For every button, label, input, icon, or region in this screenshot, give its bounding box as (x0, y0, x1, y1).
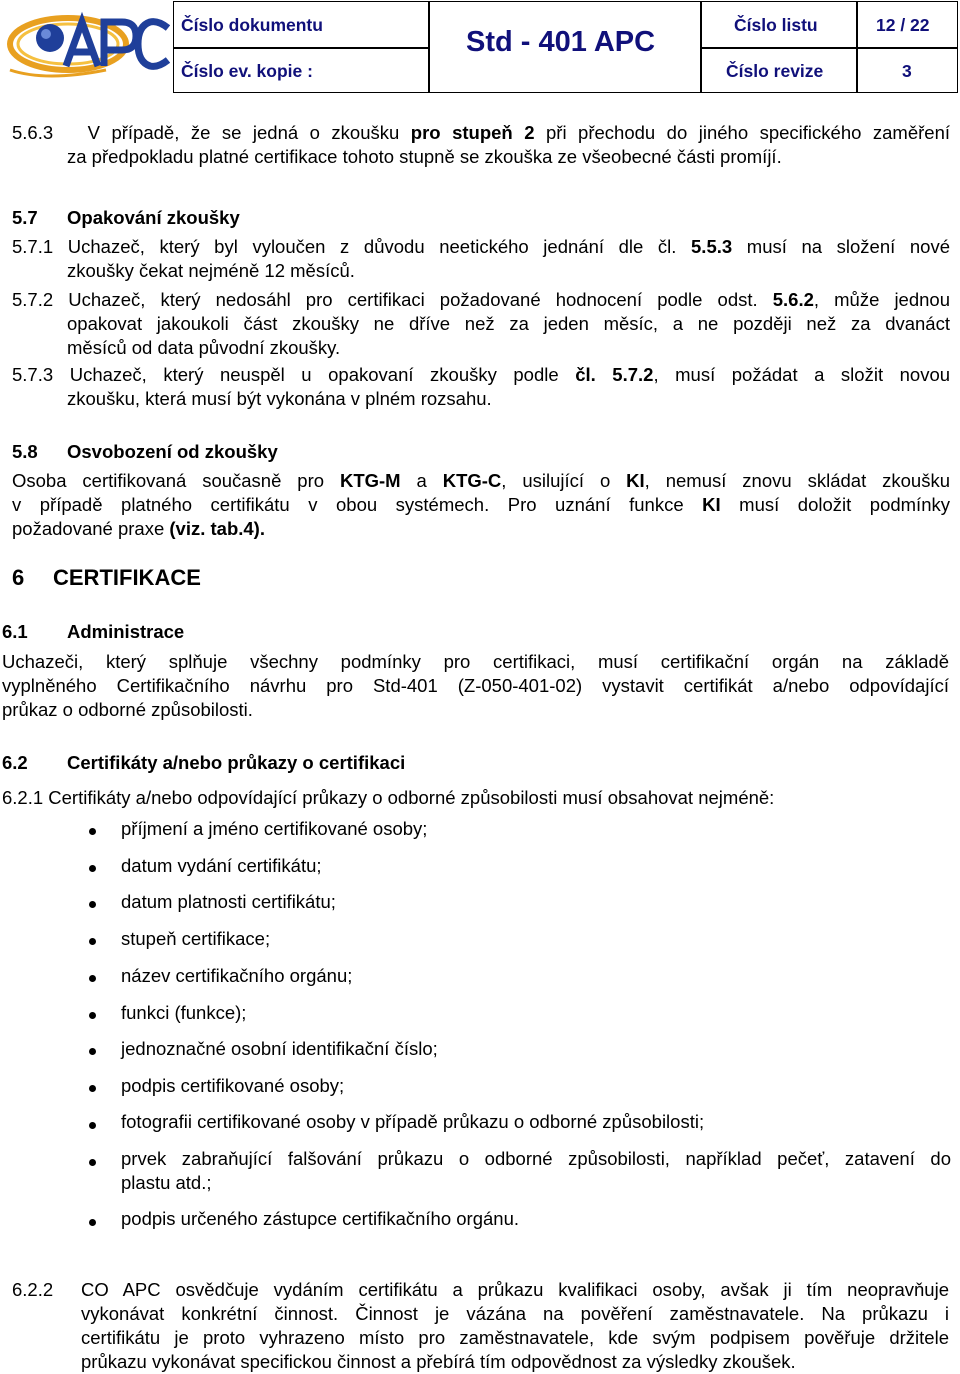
sheet-value: 12 / 22 (876, 15, 930, 35)
list-item: jednoznačné osobní identifikační číslo; (121, 1038, 438, 1059)
paragraph-6-2-1: 6.2.1 Certifikáty a/nebo odpovídající průkazy o odborné způsobilosti musí obsahovat nejméně: (2, 787, 775, 808)
copy-number-label: Číslo ev. kopie : (181, 61, 313, 81)
paragraph-5-7-2: 5.7.2 Uchazeč, který nedosáhl pro certifikaci požadované hodnocení podle odst. 5.6.2, může jednou (12, 289, 951, 310)
list-item: prvek zabraňující falšování průkazu o odborné způsobilosti, například pečeť, zatavení do plastu atd.; (121, 1148, 951, 1193)
paragraph-5-7-1: 5.7.1 Uchazeč, který byl vyloučen z důvodu neetického jednání dle čl. 5.5.3 musí na složení nové (12, 236, 950, 257)
list-item: příjmení a jméno certifikované osoby; (121, 818, 428, 839)
doc-title: Std - 401 APC (466, 26, 656, 58)
bullet-icon (89, 901, 96, 908)
list-item: stupeň certifikace; (121, 928, 271, 949)
paragraph-6-1: Uchazeči, který splňuje všechny podmínky pro certifikaci, musí certifikační orgán na základě vyplněného Certifikačního návrhu pro Std-401 (Z-050-401-02) vystavit certifikát a/nebo odpovídající průkaz o odborné způsobilosti. (2, 651, 949, 720)
paragraph-5-7-3: 5.7.3 Uchazeč, který neuspěl u opakovaní zkoušky podle čl. 5.7.2, musí požádat a složit novou (12, 364, 951, 385)
bullet-icon (89, 938, 96, 945)
list-item: fotografii certifikované osoby v případě průkazu o odborné způsobilosti; (121, 1111, 705, 1132)
bullet-icon (89, 1012, 96, 1019)
apc-logo (6, 8, 170, 80)
section-number: 5.6.3 (12, 122, 54, 143)
bullet-icon (89, 1219, 96, 1226)
bullet-icon (89, 865, 96, 872)
paragraph-5-6-3: 5.6.3 V případě, že se jedná o zkoušku pro stupeň 2 při přechodu do jiného specifického zaměření (12, 122, 951, 143)
bullet-icon (89, 1122, 96, 1129)
doc-number-label: Číslo dokumentu (181, 15, 323, 35)
bullet-icon (89, 975, 96, 982)
section-heading-6-1: 6.1 Administrace (2, 621, 185, 642)
document-header (0, 0, 960, 96)
paragraph-5-6-3-cont: za předpokladu platné certifikace tohoto stupně se zkouška ze všeobecné části promíjí. (67, 146, 782, 167)
section-heading-5-8: 5.8 Osvobození od zkoušky (12, 441, 278, 462)
revision-value: 3 (902, 61, 912, 81)
bullet-icon (89, 828, 96, 835)
revision-label: Číslo revize (726, 61, 824, 81)
section-heading-5-7: 5.7 Opakování zkoušky (12, 207, 240, 228)
list-item: název certifikačního orgánu; (121, 965, 353, 986)
bullet-icon (89, 1048, 96, 1055)
list-item: podpis certifikované osoby; (121, 1075, 345, 1096)
section-heading-6-2: 6.2 Certifikáty a/nebo průkazy o certifikaci (2, 752, 406, 773)
paragraph-5-8: Osoba certifikovaná současně pro KTG-M a KTG-C, usilující o KI, nemusí znovu skládat zkoušku v případě platného certifikátu v obou systémech. Pro uznání funkce KI musí doložit podmínky požadované praxe (viz. tab.4). (12, 470, 950, 539)
bullet-icon (89, 1159, 96, 1166)
list-item: datum vydání certifikátu; (121, 855, 322, 876)
paragraph-6-2-2: CO APC osvědčuje vydáním certifikátu a průkazu kvalifikaci osoby, avšak ji tím neopravňuje vykonávat konkrétní činnost. Činnost je vázána na pověření zaměstnavatele. Na průkazu i certifikátu je proto vyhrazeno místo pro zaměstnavatele, kde svým podpisem pověřuje držitele průkazu vykonávat specifickou činnost a přebírá tím odpovědnost za výsledky zkoušek. (81, 1279, 949, 1372)
bullet-icon (89, 1085, 96, 1092)
list-item: funkci (funkce); (121, 1002, 247, 1023)
sheet-label: Číslo listu (734, 15, 818, 35)
list-item: datum platnosti certifikátu; (121, 891, 336, 912)
section-number: 6.2.2 (12, 1279, 54, 1300)
list-item: podpis určeného zástupce certifikačního orgánu. (121, 1208, 520, 1229)
chapter-heading-6: 6 CERTIFIKACE (12, 565, 201, 590)
